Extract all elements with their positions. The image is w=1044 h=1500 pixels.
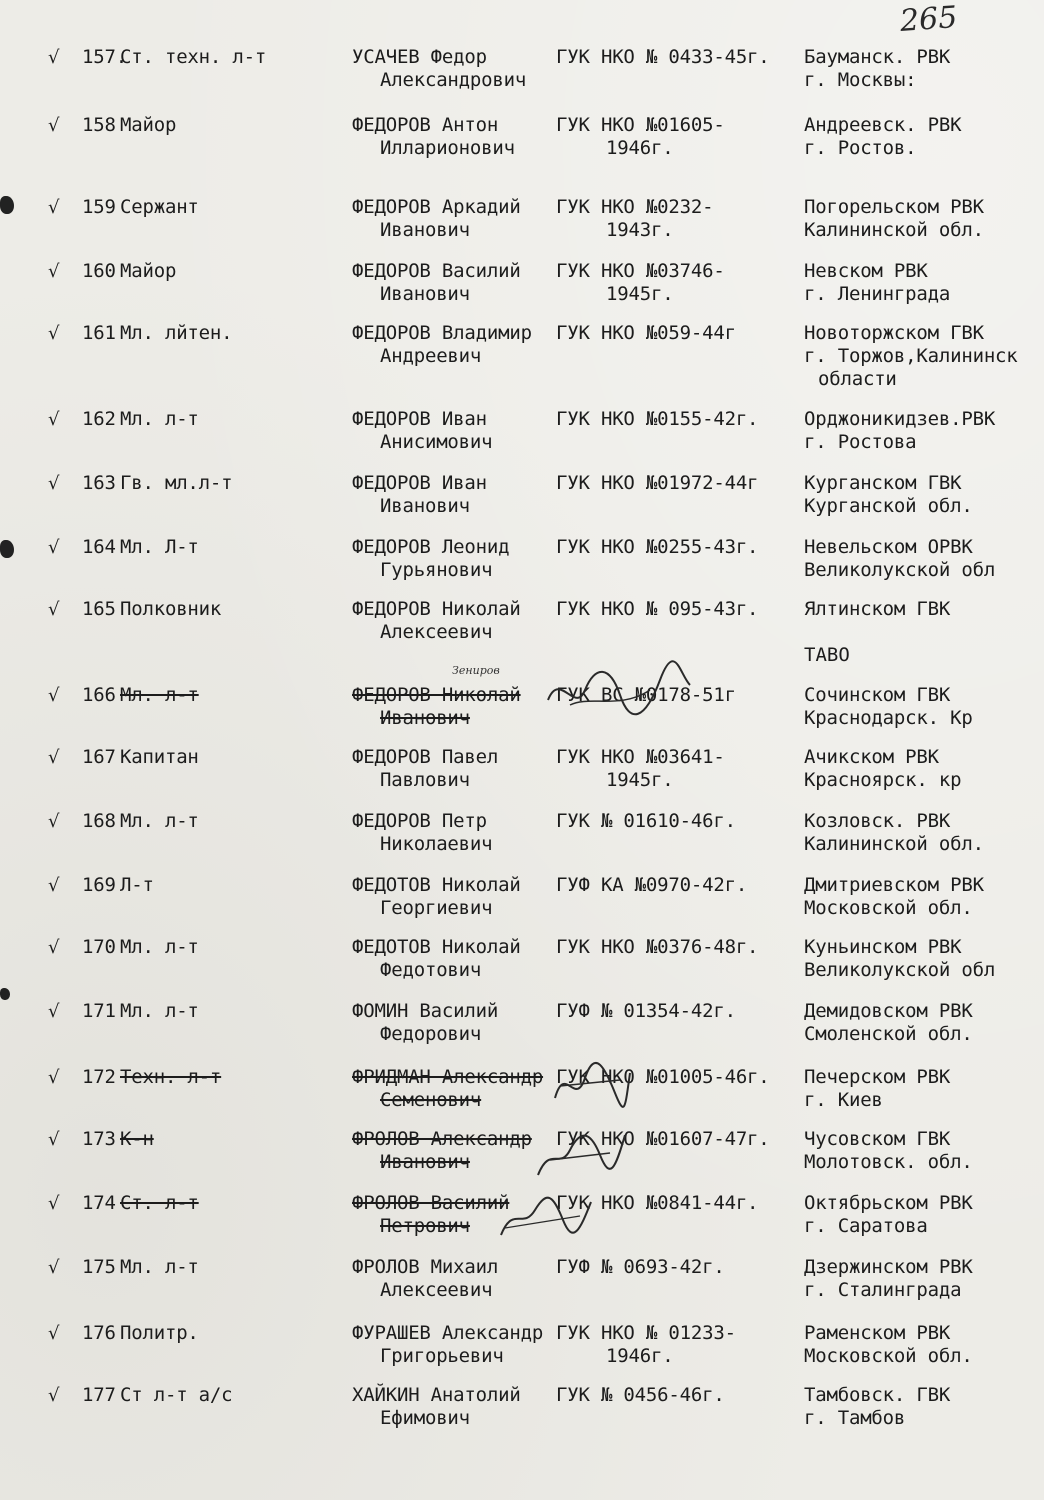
- check-mark-icon: √: [48, 197, 60, 218]
- record-number: 176: [82, 1322, 116, 1344]
- surname-name: ФЕДОРОВ Леонид: [352, 536, 510, 558]
- office-region: Смоленской обл.: [804, 1023, 973, 1045]
- surname-name: ФЕДОРОВ Аркадий: [352, 196, 521, 218]
- record-row: [0, 46, 1044, 108]
- record-number: 174: [82, 1192, 116, 1214]
- office-region: г. Сталинграда: [804, 1279, 962, 1301]
- office-region: Великолукской обл: [804, 959, 996, 981]
- patronymic: Анисимович: [380, 431, 493, 453]
- record-row: [0, 472, 1044, 534]
- office-region: г. Торжов,Калининск: [804, 345, 1018, 367]
- military-rank: Мл. л-т: [120, 1000, 199, 1022]
- order-reference: ГУФ № 0693-42г.: [556, 1256, 725, 1278]
- order-reference: ГУК НКО № 095-43г.: [556, 598, 759, 620]
- enlistment-office: Куньинском РВК: [804, 936, 962, 958]
- record-number: 166: [82, 684, 116, 706]
- order-reference: ГУК НКО №0155-42г.: [556, 408, 759, 430]
- military-rank: Мл. л-т: [120, 810, 199, 832]
- office-region-extra: области: [818, 368, 897, 390]
- patronymic: Ефимович: [380, 1407, 470, 1429]
- record-number: 173: [82, 1128, 116, 1150]
- order-reference: ГУК НКО №0841-44г.: [556, 1192, 759, 1214]
- record-row: [0, 746, 1044, 808]
- record-number: 169: [82, 874, 116, 896]
- record-row: [0, 936, 1044, 998]
- record-number: 157.: [82, 46, 127, 68]
- surname-name: ФОМИН Василий: [352, 1000, 499, 1022]
- order-reference: ГУК НКО №0376-48г.: [556, 936, 759, 958]
- office-region: г. Киев: [804, 1089, 883, 1111]
- order-reference: ГУФ № 01354-42г.: [556, 1000, 736, 1022]
- check-mark-icon: √: [48, 115, 60, 136]
- surname-name: ФЕДОРОВ Иван: [352, 472, 487, 494]
- patronymic: Алексеевич: [380, 621, 493, 643]
- record-row: [0, 1128, 1044, 1190]
- surname-name: УСАЧЕВ Федор: [352, 46, 487, 68]
- enlistment-office: Погорельском РВК: [804, 196, 984, 218]
- office-region: Калининской обл.: [804, 219, 984, 241]
- military-rank: Сержант: [120, 196, 199, 218]
- enlistment-office: Раменском РВК: [804, 1322, 951, 1344]
- patronymic: Иванович: [380, 1151, 470, 1173]
- office-region: Курганской обл.: [804, 495, 973, 517]
- record-number: 164: [82, 536, 116, 558]
- patronymic: Алексеевич: [380, 1279, 493, 1301]
- check-mark-icon: √: [48, 599, 60, 620]
- patronymic: Георгиевич: [380, 897, 493, 919]
- check-mark-icon: √: [48, 937, 60, 958]
- military-rank: Майор: [120, 260, 177, 282]
- military-rank: Мл. л-т: [120, 408, 199, 430]
- enlistment-office: Ачикском РВК: [804, 746, 939, 768]
- military-rank: Мл. Л-т: [120, 536, 199, 558]
- record-row: [0, 1384, 1044, 1446]
- order-reference: ГУК НКО №03641-: [556, 746, 725, 768]
- office-region: г. Ростов.: [804, 137, 917, 159]
- military-rank: К-н: [120, 1128, 154, 1150]
- check-mark-icon: √: [48, 1067, 60, 1088]
- handwritten-annotation: Зениров: [452, 664, 500, 677]
- military-rank: Майор: [120, 114, 177, 136]
- office-region: Московской обл.: [804, 1345, 973, 1367]
- surname-name: ФЕДОТОВ Николай: [352, 936, 521, 958]
- military-rank: Л-т: [120, 874, 154, 896]
- enlistment-office: Андреевск. РВК: [804, 114, 962, 136]
- order-reference: ГУК НКО №059-44г: [556, 322, 736, 344]
- record-number: 168: [82, 810, 116, 832]
- military-rank: Гв. мл.л-т: [120, 472, 233, 494]
- enlistment-office: Тамбовск. ГВК: [804, 1384, 951, 1406]
- patronymic: Николаевич: [380, 833, 493, 855]
- office-region: Великолукской обл: [804, 559, 996, 581]
- record-number: 160: [82, 260, 116, 282]
- record-number: 161: [82, 322, 116, 344]
- record-row: [0, 810, 1044, 872]
- surname-name: ФЕДОРОВ Николай: [352, 598, 521, 620]
- order-year: 1946г.: [606, 1345, 674, 1367]
- surname-name: ФЕДОРОВ Николай: [352, 684, 521, 706]
- check-mark-icon: √: [48, 747, 60, 768]
- patronymic: Семенович: [380, 1089, 482, 1111]
- record-number: 172: [82, 1066, 116, 1088]
- order-reference: ГУК НКО №01607-47г.: [556, 1128, 770, 1150]
- check-mark-icon: √: [48, 323, 60, 344]
- enlistment-office: Козловск. РВК: [804, 810, 951, 832]
- patronymic: Павлович: [380, 769, 470, 791]
- order-reference: ГУК НКО №01605-: [556, 114, 725, 136]
- record-row: [0, 1256, 1044, 1318]
- record-row: [0, 1192, 1044, 1254]
- record-number: 159: [82, 196, 116, 218]
- enlistment-office: Сочинском ГВК: [804, 684, 951, 706]
- office-region: Калининской обл.: [804, 833, 984, 855]
- record-row: [0, 874, 1044, 936]
- record-number: 171: [82, 1000, 116, 1022]
- patronymic: Федотович: [380, 959, 482, 981]
- enlistment-office: Дмитриевском РВК: [804, 874, 984, 896]
- surname-name: ФУРАШЕВ Александр: [352, 1322, 544, 1344]
- check-mark-icon: √: [48, 1001, 60, 1022]
- record-row: [0, 1000, 1044, 1062]
- record-number: 167: [82, 746, 116, 768]
- record-number: 177: [82, 1384, 116, 1406]
- record-row: [0, 536, 1044, 598]
- military-rank: Техн. л-т: [120, 1066, 222, 1088]
- enlistment-office: Новоторжском ГВК: [804, 322, 984, 344]
- check-mark-icon: √: [48, 537, 60, 558]
- record-number: 165: [82, 598, 116, 620]
- enlistment-office: Октябрьском РВК: [804, 1192, 973, 1214]
- patronymic: Григорьевич: [380, 1345, 504, 1367]
- check-mark-icon: √: [48, 1129, 60, 1150]
- check-mark-icon: √: [48, 1385, 60, 1406]
- surname-name: ФРОЛОВ Василий: [352, 1192, 510, 1214]
- record-row: [0, 196, 1044, 258]
- enlistment-office: Невельском ОРВК: [804, 536, 973, 558]
- enlistment-office: Бауманск. РВК: [804, 46, 951, 68]
- record-row: [0, 598, 1044, 660]
- patronymic: Иванович: [380, 283, 470, 305]
- office-region: г. Ростова: [804, 431, 917, 453]
- page-number: 265: [898, 0, 959, 39]
- record-number: 163: [82, 472, 116, 494]
- check-mark-icon: √: [48, 1323, 60, 1344]
- office-region: г. Ленинграда: [804, 283, 951, 305]
- order-reference: ГУК НКО №01005-46г.: [556, 1066, 770, 1088]
- surname-name: ФЕДОТОВ Николай: [352, 874, 521, 896]
- record-number: 175: [82, 1256, 116, 1278]
- military-rank: Полковник: [120, 598, 222, 620]
- record-row: [0, 114, 1044, 176]
- order-reference: ГУК НКО №0255-43г.: [556, 536, 759, 558]
- military-rank: Мл. лйтен.: [120, 322, 233, 344]
- check-mark-icon: √: [48, 47, 60, 68]
- patronymic: Федорович: [380, 1023, 482, 1045]
- patronymic: Гурьянович: [380, 559, 493, 581]
- office-region: Красноярск. кр: [804, 769, 962, 791]
- surname-name: ФЕДОРОВ Иван: [352, 408, 487, 430]
- enlistment-office: Печерском РВК: [804, 1066, 951, 1088]
- record-number: 170: [82, 936, 116, 958]
- enlistment-office: Дзержинском РВК: [804, 1256, 973, 1278]
- check-mark-icon: √: [48, 261, 60, 282]
- record-row: [0, 1066, 1044, 1128]
- military-rank: Ст. техн. л-т: [120, 46, 267, 68]
- record-number: 158: [82, 114, 116, 136]
- surname-name: ФЕДОРОВ Василий: [352, 260, 521, 282]
- military-rank: Капитан: [120, 746, 199, 768]
- patronymic: Иванович: [380, 707, 470, 729]
- enlistment-office: Чусовском ГВК: [804, 1128, 951, 1150]
- order-year: 1943г.: [606, 219, 674, 241]
- office-region: Краснодарск. Кр: [804, 707, 973, 729]
- order-reference: ГУФ КА №0970-42г.: [556, 874, 748, 896]
- military-rank: Политр.: [120, 1322, 199, 1344]
- enlistment-office: Невском РВК: [804, 260, 928, 282]
- order-reference: ГУК НКО № 0433-45г.: [556, 46, 770, 68]
- order-reference: ГУК НКО № 01233-: [556, 1322, 736, 1344]
- office-region: Молотовск. обл.: [804, 1151, 973, 1173]
- record-number: 162: [82, 408, 116, 430]
- order-reference: ГУК ВС №0178-51г: [556, 684, 736, 706]
- order-reference: ГУК НКО №0232-: [556, 196, 714, 218]
- check-mark-icon: √: [48, 409, 60, 430]
- patronymic: Иванович: [380, 495, 470, 517]
- check-mark-icon: √: [48, 685, 60, 706]
- patronymic: Андреевич: [380, 345, 482, 367]
- record-row: [0, 408, 1044, 470]
- check-mark-icon: √: [48, 875, 60, 896]
- surname-name: ФРОЛОВ Александр: [352, 1128, 532, 1150]
- record-row: [0, 684, 1044, 746]
- record-row: [0, 322, 1044, 390]
- order-reference: ГУК № 01610-46г.: [556, 810, 736, 832]
- surname-name: ФЕДОРОВ Антон: [352, 114, 499, 136]
- military-rank: Ст л-т а/с: [120, 1384, 233, 1406]
- check-mark-icon: √: [48, 811, 60, 832]
- enlistment-office: Демидовском РВК: [804, 1000, 973, 1022]
- check-mark-icon: √: [48, 1193, 60, 1214]
- order-year: 1945г.: [606, 283, 674, 305]
- patronymic: Илларионович: [380, 137, 515, 159]
- military-rank: Мл. л-т: [120, 684, 199, 706]
- surname-name: ФЕДОРОВ Петр: [352, 810, 487, 832]
- record-row: [0, 260, 1044, 322]
- surname-name: ФРИДМАН Александр: [352, 1066, 544, 1088]
- order-year: 1945г.: [606, 769, 674, 791]
- patronymic: Петрович: [380, 1215, 470, 1237]
- order-reference: ГУК НКО №01972-44г: [556, 472, 759, 494]
- order-reference: ГУК НКО №03746-: [556, 260, 725, 282]
- military-rank: Ст. л-т: [120, 1192, 199, 1214]
- office-region: г. Саратова: [804, 1215, 928, 1237]
- check-mark-icon: √: [48, 473, 60, 494]
- military-rank: Мл. л-т: [120, 936, 199, 958]
- surname-name: ХАЙКИН Анатолий: [352, 1384, 521, 1406]
- check-mark-icon: √: [48, 1257, 60, 1278]
- surname-name: ФРОЛОВ Михаил: [352, 1256, 499, 1278]
- office-region: г. Москвы:: [804, 69, 917, 91]
- military-rank: Мл. л-т: [120, 1256, 199, 1278]
- surname-name: ФЕДОРОВ Владимир: [352, 322, 532, 344]
- record-row: [0, 1322, 1044, 1384]
- office-region: г. Тамбов: [804, 1407, 906, 1429]
- patronymic: Александрович: [380, 69, 527, 91]
- order-reference: ГУК № 0456-46г.: [556, 1384, 725, 1406]
- enlistment-office: Ялтинском ГВК: [804, 598, 951, 620]
- order-year: 1946г.: [606, 137, 674, 159]
- office-region: Московской обл.: [804, 897, 973, 919]
- office-extra-note: ТАВО: [804, 644, 850, 666]
- patronymic: Иванович: [380, 219, 470, 241]
- enlistment-office: Орджоникидзев.РВК: [804, 408, 996, 430]
- enlistment-office: Курганском ГВК: [804, 472, 962, 494]
- surname-name: ФЕДОРОВ Павел: [352, 746, 499, 768]
